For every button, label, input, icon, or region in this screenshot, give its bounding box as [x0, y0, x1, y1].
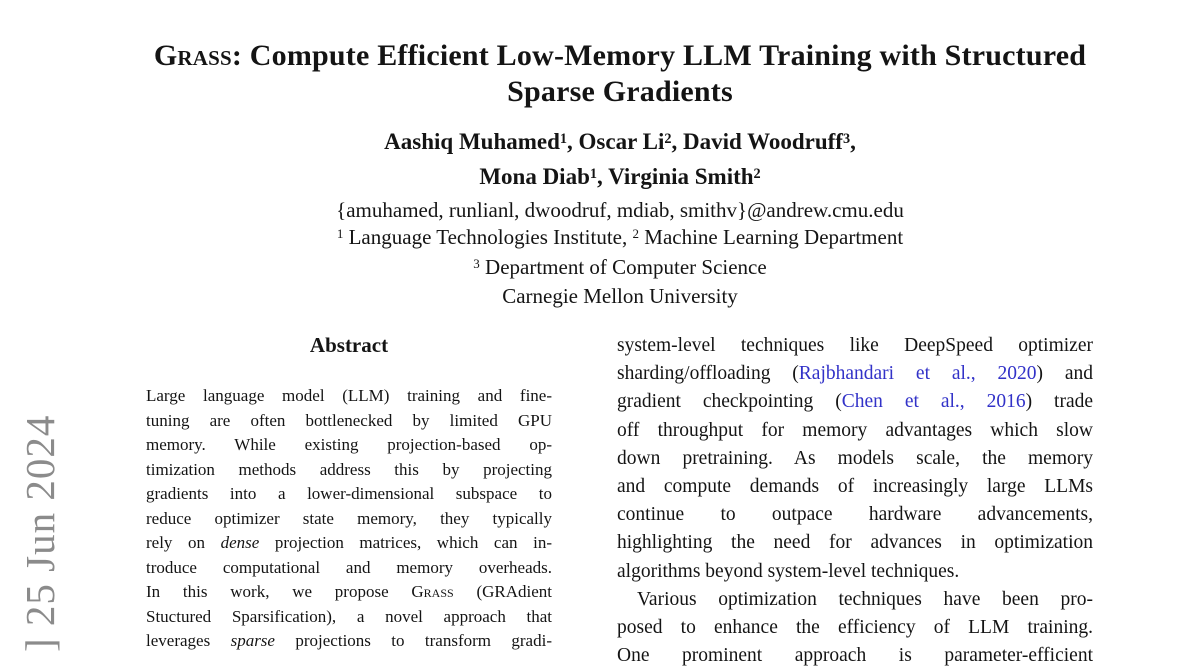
abstract-line	[146, 580, 552, 605]
paper-title	[120, 38, 1120, 110]
text-segment: Mona Diab	[479, 164, 590, 189]
abstract-line	[146, 458, 552, 483]
text-segment: , Oscar Li	[567, 129, 665, 154]
arxiv-date-stamp: ] 25 Jun 2024	[17, 414, 63, 652]
body-line	[617, 445, 1093, 473]
text-segment: , Virginia Smith	[596, 164, 754, 189]
affiliation-line	[120, 224, 1120, 254]
affiliation-line	[120, 254, 1120, 284]
abstract-line	[146, 629, 552, 654]
text-segment: 3	[842, 130, 851, 147]
abstract-line	[146, 409, 552, 434]
text-segment: dense	[220, 533, 260, 552]
paper-header	[120, 38, 1120, 311]
text-segment: Carnegie Mellon University	[502, 284, 738, 308]
abstract-body	[146, 384, 552, 654]
body-line	[617, 417, 1093, 445]
text-segment: gradient checkpointing (	[617, 391, 842, 413]
text-segment: memory. While existing projection-based op-	[146, 435, 552, 454]
title-line	[120, 38, 1120, 74]
body-line	[617, 473, 1093, 501]
body-line	[617, 501, 1093, 529]
affiliations	[120, 224, 1120, 311]
text-segment: 3	[473, 255, 480, 271]
email-line: {amuhamed, runlianl, dwoodruf, mdiab, smithv}@andrew.cmu.edu	[336, 198, 904, 222]
text-segment: and compute demands of increasingly large LLMs	[617, 476, 1093, 498]
text-segment: (GRAdient	[453, 582, 552, 601]
text-segment: ) trade	[1025, 391, 1094, 413]
text-segment: , David Woodruff	[671, 129, 843, 154]
text-segment: 2	[632, 226, 640, 242]
text-segment: 1	[589, 165, 597, 182]
author-line	[120, 161, 1120, 196]
abstract-line	[146, 531, 552, 556]
text-segment: 1	[336, 226, 344, 242]
text-segment: Stuctured Sparsification), a novel approach that	[146, 606, 552, 626]
body-line	[617, 360, 1093, 388]
text-segment: Department of Computer Science	[479, 254, 767, 279]
text-segment: tuning are often bottlenecked by limited GPU	[146, 410, 552, 430]
citation-link[interactable]: Rajbhandari et al., 2020	[798, 363, 1037, 385]
body-line	[617, 586, 1093, 614]
text-segment: Various optimization techniques have been pro-	[637, 588, 1093, 610]
text-segment: Machine Learning Department	[639, 225, 904, 249]
text-segment: ) and	[1036, 363, 1093, 385]
title-line	[120, 74, 1120, 110]
text-segment: continue to outpace hardware advancements,	[617, 504, 1093, 526]
text-segment: sparse	[230, 631, 275, 650]
text-segment: Grass	[411, 582, 454, 601]
text-segment: Sparse Gradients	[507, 75, 733, 108]
text-segment: ,	[850, 129, 856, 154]
text-segment: projections to transform gradi-	[274, 631, 552, 650]
text-segment: timization methods address this by projecting	[146, 459, 552, 479]
text-segment: 2	[664, 130, 672, 147]
text-segment: down pretraining. As models scale, the memory	[617, 447, 1093, 469]
text-segment: In this work, we propose	[146, 582, 412, 601]
body-line	[617, 614, 1093, 642]
abstract-section	[146, 333, 552, 654]
abstract-heading: Abstract	[309, 333, 389, 357]
body-line	[617, 558, 1093, 586]
text-segment: rely on	[146, 533, 221, 552]
text-segment: posed to enhance the efficiency of LLM training.	[617, 617, 1093, 639]
introduction-column	[617, 332, 1093, 670]
text-segment: reduce optimizer state memory, they typically	[146, 508, 552, 528]
text-segment: projection matrices, which can in-	[259, 533, 552, 552]
abstract-line	[146, 384, 552, 409]
citation-link[interactable]: Chen et al., 2016	[841, 391, 1026, 413]
text-segment: highlighting the need for advances in optimization	[617, 532, 1093, 554]
text-segment: 1	[559, 130, 568, 147]
abstract-line	[146, 556, 552, 581]
text-segment: system-level techniques like DeepSpeed optimizer	[617, 335, 1093, 356]
text-segment: off throughput for memory advantages which slow	[617, 419, 1093, 441]
author-list	[120, 126, 1120, 196]
text-segment: One prominent approach is parameter-efficient	[617, 645, 1093, 667]
author-line	[120, 126, 1120, 161]
body-line	[617, 529, 1093, 557]
text-segment: leverages	[146, 631, 231, 650]
text-segment: Compute Efficient Low-Memory LLM Training with Structured	[242, 39, 1087, 72]
body-line	[617, 642, 1093, 670]
text-segment: Large language model (LLM) training and fine-	[146, 386, 552, 405]
abstract-line	[146, 433, 552, 458]
abstract-line	[146, 482, 552, 507]
body-line	[617, 388, 1093, 416]
text-segment: algorithms beyond system-level techniques.	[617, 560, 960, 582]
text-segment: Grass:	[153, 39, 243, 72]
text-segment: 2	[753, 165, 761, 182]
text-segment: troduce computational and memory overheads.	[146, 557, 552, 577]
text-segment: Language Technologies Institute,	[343, 225, 633, 249]
abstract-line	[146, 605, 552, 630]
text-segment: gradients into a lower-dimensional subspace to	[146, 484, 552, 503]
text-segment: sharding/offloading (	[617, 363, 799, 385]
affiliation-line	[120, 283, 1120, 311]
abstract-line	[146, 507, 552, 532]
text-segment: Aashiq Muhamed	[384, 129, 560, 154]
body-line	[617, 332, 1093, 360]
